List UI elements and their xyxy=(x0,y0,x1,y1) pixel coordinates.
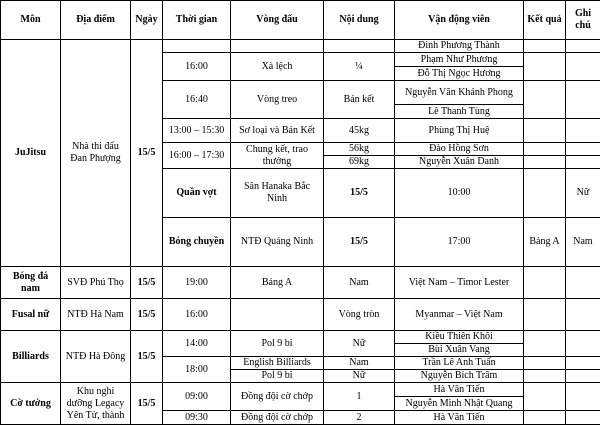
note-cell xyxy=(566,81,600,119)
header-ghi-chu: Ghi chú xyxy=(566,1,600,40)
header-mon: Môn xyxy=(1,1,61,40)
time-cell: 14:00 xyxy=(163,331,231,357)
note-cell xyxy=(566,370,600,383)
round-cell: Pol 9 bi xyxy=(231,331,324,357)
result-cell xyxy=(524,53,566,81)
athlete: Hà Văn Tiến xyxy=(395,411,524,425)
time-cell: 09:30 xyxy=(163,411,231,425)
athlete: Bùi Xuân Vang xyxy=(395,344,524,357)
time-cell: 16:00 xyxy=(163,299,231,331)
result-cell xyxy=(524,331,566,357)
note-cell xyxy=(566,40,600,53)
venue: Khu nghỉ dưỡng Legacy Yên Tử, thành xyxy=(61,383,131,425)
date: 15/5 xyxy=(131,383,163,425)
header-van-dong-vien: Vận động viên xyxy=(395,1,524,40)
note-cell xyxy=(566,411,600,425)
athlete: Nguyễn Bích Trâm xyxy=(395,370,524,383)
result-cell xyxy=(524,411,566,425)
date: 15/5 xyxy=(131,299,163,331)
date: 15/5 xyxy=(324,169,395,218)
athlete: Lê Thanh Tùng xyxy=(395,105,524,119)
venue: Sân Hanaka Bắc Ninh xyxy=(231,169,324,218)
event-cell: Nam xyxy=(324,267,395,299)
header-noi-dung: Nội dung xyxy=(324,1,395,40)
event-cell xyxy=(324,40,395,53)
athlete: Đỗ Thị Ngọc Hương xyxy=(395,67,524,81)
athlete: Nguyễn Xuân Danh xyxy=(395,156,524,169)
result-cell xyxy=(524,40,566,53)
header-dia-diem: Địa điểm xyxy=(61,1,131,40)
round-cell: Bảng A xyxy=(524,218,566,267)
note-cell xyxy=(566,156,600,169)
athlete: Đào Hồng Sơn xyxy=(395,143,524,156)
time-cell: 13:00 – 15:30 xyxy=(163,119,231,143)
time-cell: 16:00 – 17:30 xyxy=(163,143,231,169)
athlete: Myanmar – Việt Nam xyxy=(395,299,524,331)
note-cell xyxy=(566,357,600,370)
round-cell: Đồng đội cờ chớp xyxy=(231,411,324,425)
round-cell xyxy=(231,40,324,53)
note-cell xyxy=(566,267,600,299)
result-cell xyxy=(524,267,566,299)
result-cell xyxy=(524,156,566,169)
round-cell: Xà lệch xyxy=(231,53,324,81)
athlete: Trần Lê Anh Tuấn xyxy=(395,357,524,370)
venue: Nhà thi đấu Đan Phượng xyxy=(61,40,131,267)
sport-name: Bóng đá nam xyxy=(1,267,61,299)
date: 15/5 xyxy=(131,267,163,299)
date: 15/5 xyxy=(131,331,163,383)
venue: NTĐ Hà Đông xyxy=(61,331,131,383)
table-row xyxy=(1,383,600,397)
result-cell xyxy=(524,143,566,156)
athlete: Nguyễn Minh Nhật Quang xyxy=(395,397,524,411)
event-cell: 1 xyxy=(324,383,395,411)
round-cell: Đồng đội cờ chớp xyxy=(231,383,324,411)
header-ket-qua: Kết quả xyxy=(524,1,566,40)
result-cell xyxy=(524,357,566,370)
event-cell: Nữ xyxy=(324,331,395,357)
sport-name: Quần vợt xyxy=(163,169,231,218)
header-row xyxy=(1,1,600,40)
date: 15/5 xyxy=(324,218,395,267)
time-cell: 18:00 xyxy=(163,357,231,383)
sport-name: Bóng chuyền xyxy=(163,218,231,267)
round-cell: Chung kết, trao thưởng xyxy=(231,143,324,169)
athlete: Việt Nam – Timor Lester xyxy=(395,267,524,299)
time-cell: 16:40 xyxy=(163,81,231,119)
event-cell: 56kg xyxy=(324,143,395,156)
event-cell: Nam xyxy=(566,218,600,267)
sport-name: Cờ tướng xyxy=(1,383,61,425)
table-row xyxy=(1,267,600,299)
round-cell: Bảng A xyxy=(231,267,324,299)
result-cell xyxy=(524,81,566,119)
round-cell xyxy=(524,169,566,218)
note-cell xyxy=(566,383,600,411)
round-cell: Sơ loại và Bán Kết xyxy=(231,119,324,143)
table-row xyxy=(1,331,600,344)
result-cell xyxy=(524,119,566,143)
event-cell: 2 xyxy=(324,411,395,425)
date: 15/5 xyxy=(131,40,163,267)
round-cell: English Billiards xyxy=(231,357,324,370)
time-cell: 16:00 xyxy=(163,53,231,81)
result-cell xyxy=(524,383,566,411)
time-cell: 17:00 xyxy=(395,218,524,267)
event-cell: ¼ xyxy=(324,53,395,81)
venue: NTĐ Quảng Ninh xyxy=(231,218,324,267)
event-cell: Nữ xyxy=(324,370,395,383)
table-row xyxy=(1,299,600,331)
time-cell xyxy=(163,40,231,53)
event-cell: 45kg xyxy=(324,119,395,143)
athlete: Đinh Phương Thành xyxy=(395,40,524,53)
athlete: Phùng Thị Huệ xyxy=(395,119,524,143)
note-cell xyxy=(566,299,600,331)
round-cell: Vòng treo xyxy=(231,81,324,119)
event-cell: Nữ xyxy=(566,169,600,218)
athlete: Nguyễn Văn Khánh Phong xyxy=(395,81,524,105)
athlete: Phạm Như Phương xyxy=(395,53,524,67)
venue: SVĐ Phú Thọ xyxy=(61,267,131,299)
event-cell: Nam xyxy=(324,357,395,370)
note-cell xyxy=(566,119,600,143)
sport-name: JuJitsu xyxy=(1,40,61,267)
round-cell: Pol 9 bi xyxy=(231,370,324,383)
result-cell xyxy=(524,299,566,331)
table-row xyxy=(1,40,600,53)
time-cell: 19:00 xyxy=(163,267,231,299)
header-ngay: Ngày xyxy=(131,1,163,40)
header-thoi-gian: Thời gian xyxy=(163,1,231,40)
sport-name: Billiards xyxy=(1,331,61,383)
sport-name: Fusal nữ xyxy=(1,299,61,331)
time-cell: 09:00 xyxy=(163,383,231,411)
event-cell: Bán kết xyxy=(324,81,395,119)
note-cell xyxy=(566,143,600,156)
result-cell xyxy=(524,370,566,383)
note-cell xyxy=(566,331,600,357)
note-cell xyxy=(566,53,600,81)
header-vong-dau: Vòng đấu xyxy=(231,1,324,40)
venue: NTĐ Hà Nam xyxy=(61,299,131,331)
athlete: Kiều Thiên Khôi xyxy=(395,331,524,344)
event-cell: Vòng tròn xyxy=(324,299,395,331)
athlete: Hà Văn Tiến xyxy=(395,383,524,397)
event-cell: 69kg xyxy=(324,156,395,169)
time-cell: 10:00 xyxy=(395,169,524,218)
round-cell xyxy=(231,299,324,331)
